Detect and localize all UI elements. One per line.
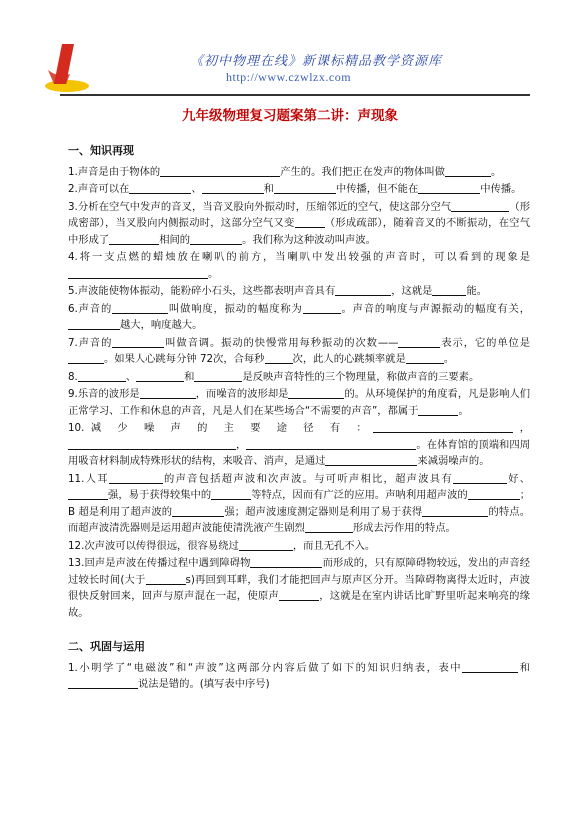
question-text: ，: [513, 422, 531, 434]
answer-blank[interactable]: [418, 182, 480, 194]
answer-blank[interactable]: [112, 336, 164, 348]
question-text: 是反映声音特性的三个物理量，称做声音的三要素。: [242, 370, 480, 383]
answer-blank[interactable]: [68, 318, 120, 330]
question-text: 形成去污作用的特点。: [352, 522, 456, 534]
question-text: 和: [518, 661, 530, 674]
answer-blank[interactable]: [78, 370, 126, 382]
question-text: 3.分析在空气中发声的音叉，当音叉股向外振动时，压缩邻近的空气，使这部分空气: [68, 200, 452, 213]
question-text: （形成疏部），随着音叉的不断振动，在空气中形成了: [68, 217, 530, 246]
question-text: 。如果人心跳每分钟 72次，合每秒: [104, 353, 265, 365]
question-text: s)再回到耳畔，我们才能把回声与原声区分开。当障碍物离得太近时，声波很快反射回来，回声与原声混在一起，使原声: [68, 573, 530, 602]
question-text: 。声音的响度与声源振动的幅度有关，: [340, 302, 531, 315]
question-text: 来减弱噪声的。: [417, 455, 490, 467]
answer-blank[interactable]: [140, 387, 196, 399]
question-text: 表示，它的单位是: [440, 336, 531, 349]
question-text: 的声音包括超声波和次声波。与可听声相比，超声波具有: [162, 472, 453, 485]
question-text: 11.人耳: [68, 472, 109, 485]
answer-blank[interactable]: [146, 573, 186, 585]
question-text: 。: [208, 267, 219, 280]
question-text: 。我们称为这种波动叫声波。: [242, 233, 376, 246]
knowledge-question-12: [68, 538, 530, 555]
answer-blank[interactable]: [398, 336, 440, 348]
section-gap: [68, 622, 530, 636]
knowledge-question-10: [68, 420, 530, 470]
answer-blank[interactable]: [172, 505, 224, 517]
section-practice-items: [68, 660, 530, 693]
answer-blank[interactable]: [190, 233, 242, 245]
answer-blank[interactable]: [129, 182, 191, 194]
answer-blank[interactable]: [109, 472, 163, 484]
answer-blank[interactable]: [453, 472, 507, 484]
knowledge-question-11: [68, 471, 530, 537]
question-text: （形成密部），当叉股向内侧振动时，这部分空气又变: [68, 200, 531, 229]
knowledge-question-13: [68, 555, 530, 621]
answer-blank[interactable]: [68, 267, 208, 279]
section-heading-practice: 二、巩固与运用: [68, 640, 145, 653]
page-title: 九年级物理复习题案第二讲：声现象: [182, 108, 398, 124]
banner-url[interactable]: http://www.czwlzx.com: [226, 70, 352, 84]
answer-blank[interactable]: [68, 488, 108, 500]
logo-icon: [44, 40, 90, 94]
question-text: 次，此人的心跳频率就是: [292, 353, 406, 365]
question-text: 12.次声波可以传得很远，很容易绕过: [68, 539, 239, 552]
section-knowledge-items: [68, 164, 530, 622]
answer-blank[interactable]: [288, 387, 344, 399]
answer-blank[interactable]: [160, 165, 280, 177]
question-text: 等特点，因而有广泛的应用。声呐利用超声波的: [251, 489, 468, 501]
question-text: 。: [443, 353, 455, 365]
question-text: 强；超声波速度测定器则是利用了易于获得: [224, 505, 423, 518]
answer-blank[interactable]: [112, 302, 168, 314]
answer-blank[interactable]: [445, 165, 491, 177]
question-text: 的特点。而超声波清洗器则是运用超声波能使清洗液产生剧烈: [68, 505, 531, 534]
header-divider: [60, 94, 530, 96]
question-text: 。在体育馆的顶端和四周用吸音材料制成特殊形状的结构，来吸音、消声，是通过: [68, 438, 531, 467]
question-text: ；B 超是利用了超声波的: [68, 489, 531, 518]
knowledge-question-3: [68, 199, 530, 249]
knowledge-question-7: [68, 335, 530, 368]
question-text: 7.声音的: [68, 336, 113, 349]
question-text: 说法是错的。(填写表中序号): [138, 678, 270, 690]
knowledge-question-8: [68, 369, 530, 386]
answer-blank[interactable]: [246, 438, 416, 450]
question-text: 和: [263, 183, 274, 195]
answer-blank[interactable]: [265, 352, 293, 364]
question-text: 中传播。: [480, 183, 522, 195]
knowledge-question-9: [68, 386, 530, 419]
question-text: 和: [184, 370, 195, 383]
answer-blank[interactable]: [432, 284, 466, 296]
question-text: 相间的: [159, 233, 191, 246]
answer-blank[interactable]: [250, 556, 322, 568]
question-text: 4.将一支点燃的蜡烛放在喇叭的前方，当喇叭中发出较强的声音时，可以看到的现象是: [68, 251, 530, 263]
answer-blank[interactable]: [305, 521, 353, 533]
question-text: 、: [191, 183, 202, 195]
answer-blank[interactable]: [136, 370, 184, 382]
answer-blank[interactable]: [239, 539, 293, 551]
answer-blank[interactable]: [462, 661, 518, 673]
answer-blank[interactable]: [274, 182, 336, 194]
answer-blank[interactable]: [418, 404, 458, 416]
banner-title: 《初中物理在线》新课标精品教学资源库: [190, 54, 443, 69]
question-text: 叫做音调。振动的快慢常用每秒振动的次数——: [164, 336, 399, 349]
answer-blank[interactable]: [211, 488, 251, 500]
knowledge-question-2: [68, 181, 530, 198]
page-header: [0, 0, 580, 98]
answer-blank[interactable]: [202, 182, 264, 194]
section-heading-knowledge: 一、知识再现: [68, 144, 134, 157]
answer-blank[interactable]: [194, 370, 242, 382]
answer-blank[interactable]: [451, 200, 509, 212]
answer-blank[interactable]: [279, 589, 319, 601]
question-text: 中传播，但不能在: [335, 183, 419, 195]
question-text: ，这就是: [391, 285, 433, 297]
question-text: 1.声音是由于物体的: [68, 165, 161, 178]
knowledge-question-5: [68, 283, 530, 300]
question-text: 。: [458, 404, 469, 417]
knowledge-question-6: [68, 301, 530, 334]
question-text: ，而且无孔不入。: [292, 539, 376, 552]
answer-blank[interactable]: [468, 488, 520, 500]
answer-blank[interactable]: [422, 505, 488, 517]
question-text: ，而噪音的波形却是: [195, 388, 289, 400]
answer-blank[interactable]: [68, 677, 138, 689]
answer-blank[interactable]: [325, 454, 417, 466]
question-text: 越大，响度越大。: [120, 319, 203, 331]
question-text: 1.小明学了“电磁波”和“声波”这两部分内容后做了如下的知识归纳表，表中: [68, 661, 463, 674]
question-text: 6.声音的: [68, 302, 113, 315]
question-text: 的。从环境保护的角度看，凡是影响人们正常学习、工作和休息的声音，凡是人们在某些场合“不需要的声音”，都属于: [68, 388, 531, 417]
question-text: 。: [490, 165, 502, 178]
practice-question-1: [68, 660, 530, 693]
question-text: 9.乐音的波形是: [68, 388, 140, 400]
question-text: 而形成的，只有原障碍物较远，发出的声音经过较长时间(大于: [68, 557, 531, 586]
answer-blank[interactable]: [335, 284, 391, 296]
answer-blank[interactable]: [109, 233, 159, 245]
question-text: ，这就是在室内讲话比旷野里听起来响亮的缘故。: [68, 590, 530, 619]
answer-blank[interactable]: [295, 216, 325, 228]
answer-blank[interactable]: [68, 438, 236, 450]
question-text: 好、: [506, 472, 531, 485]
question-text: ，: [236, 438, 247, 451]
answer-blank[interactable]: [373, 421, 513, 433]
question-text: 产生的。我们把正在发声的物体叫做: [280, 165, 445, 178]
answer-blank[interactable]: [406, 352, 444, 364]
document-body: [68, 140, 530, 694]
knowledge-question-4: [68, 249, 530, 282]
answer-blank[interactable]: [68, 352, 104, 364]
question-text: 8.: [68, 370, 78, 383]
answer-blank[interactable]: [303, 302, 341, 314]
knowledge-question-1: [68, 164, 530, 181]
question-text: 能。: [466, 285, 488, 297]
question-text: 5.声波能使物体振动，能粉碎小石头，这些都表明声音具有: [68, 285, 336, 297]
question-text: 叫做响度，振动的幅度称为: [168, 302, 303, 315]
question-text: 、: [125, 370, 137, 383]
question-text: 13.回声是声波在传播过程中遇到障碍物: [68, 557, 251, 569]
question-text: 强，易于获得较集中的: [108, 489, 212, 501]
question-text: 10.减 少 噪 声 的 主 要 途 径 有 ：: [68, 422, 374, 434]
question-text: 2.声音可以在: [68, 183, 130, 195]
